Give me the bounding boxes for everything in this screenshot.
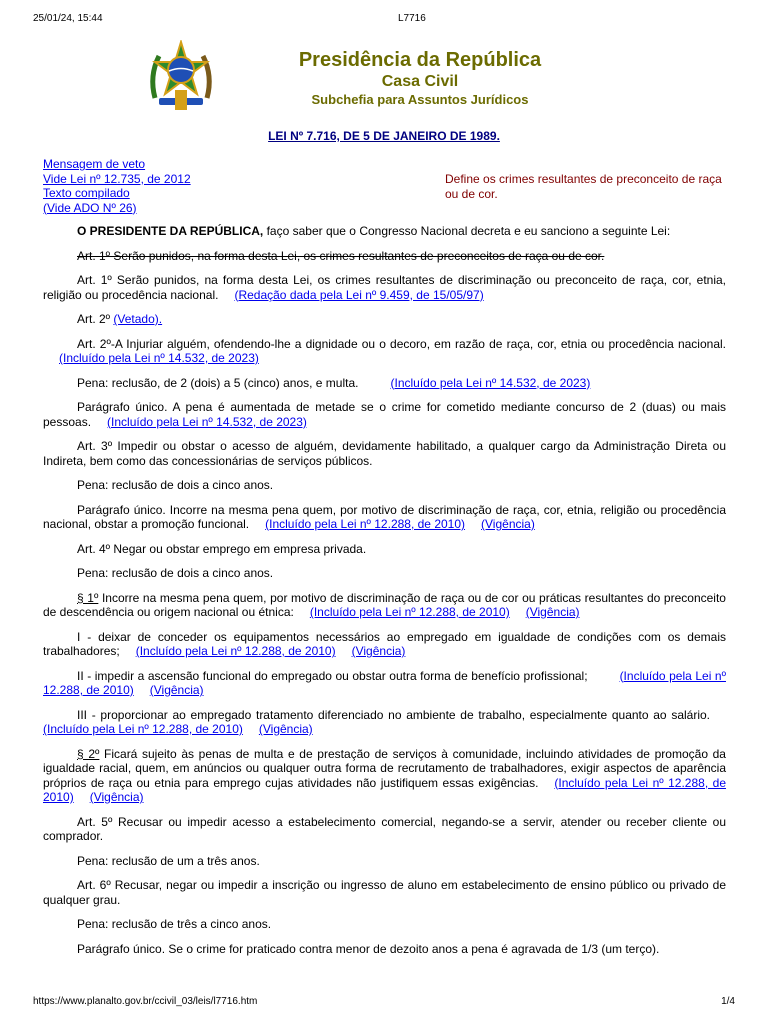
inc3-amend-link[interactable]: (Incluído pela Lei nº 12.288, de 2010) bbox=[43, 722, 243, 736]
intro-paragraph bbox=[43, 224, 726, 239]
art4: Art. 4º Negar ou obstar emprego em empresa privada. bbox=[77, 541, 367, 556]
inc2 bbox=[43, 669, 726, 698]
masthead bbox=[230, 48, 610, 109]
inc1-text: I - deixar de conceder os equipamentos necessários ao empregado em igualdade de condições com os demais trabalhadores; bbox=[43, 629, 726, 658]
link-vide-ado[interactable]: (Vide ADO Nº 26) bbox=[43, 200, 137, 215]
link-vide-lei[interactable]: Vide Lei nº 12.735, de 2012 bbox=[43, 171, 191, 186]
pena4: Pena: reclusão de dois a cinco anos. bbox=[77, 566, 274, 580]
masthead-subchefia: Subchefia para Assuntos Jurídicos bbox=[311, 92, 529, 107]
par2a bbox=[43, 400, 726, 429]
s1 bbox=[43, 591, 726, 620]
inc1-amend-link[interactable]: (Incluído pela Lei nº 12.288, de 2010) bbox=[135, 644, 336, 658]
par3-vigencia-link[interactable]: (Vigência) bbox=[481, 517, 535, 531]
link-texto-compilado[interactable]: Texto compilado bbox=[43, 186, 130, 200]
s1-vigencia-link[interactable]: (Vigência) bbox=[525, 605, 580, 619]
s2 bbox=[43, 747, 726, 805]
brazil-coat-of-arms-icon bbox=[145, 40, 217, 118]
s2-mark: § 2º bbox=[77, 746, 100, 761]
par3-amend-link[interactable]: (Incluído pela Lei nº 12.288, de 2010) bbox=[265, 517, 466, 531]
art2a-amend-link[interactable]: (Incluído pela Lei nº 14.532, de 2023) bbox=[59, 351, 259, 365]
inc3-text: III - proporcionar ao empregado tratamento diferenciado no ambiente de trabalho, especialmente quanto ao salário. bbox=[77, 707, 710, 722]
art6: Art. 6º Recusar, negar ou impedir a inscrição ou ingresso de aluno em estabelecimento de ensino público ou privado de qualquer grau. bbox=[43, 878, 726, 907]
art5: Art. 5º Recusar ou impedir acesso a estabelecimento comercial, negando-se a servir, atender ou receber cliente ou comprador. bbox=[43, 814, 726, 843]
art1-text: Art. 1º Serão punidos, na forma desta Lei, os crimes resultantes de discriminação ou preconceito de raça, cor, etnia, religião ou procedência nacional. bbox=[43, 273, 726, 302]
pena2a-text: Pena: reclusão, de 2 (dois) a 5 (cinco) anos, e multa. bbox=[77, 375, 359, 390]
art3: Art. 3º Impedir ou obstar o acesso de alguém, devidamente habilitado, a qualquer cargo da Administração Direta ou Indireta, bem como das concessionárias de serviços públicos. bbox=[43, 439, 726, 468]
par3 bbox=[43, 503, 726, 532]
par2a-text: Parágrafo único. A pena é aumentada de metade se o crime for cometido mediante concurso de 2 (duas) ou mais pessoas. bbox=[43, 400, 726, 429]
inc2-vigencia-link[interactable]: (Vigência) bbox=[149, 683, 204, 697]
print-doc-label: L7716 bbox=[398, 13, 426, 24]
art2a-text: Art. 2º-A Injuriar alguém, ofendendo-lhe a dignidade ou o decoro, em razão de raça, cor, etnia ou procedência nacional. bbox=[77, 336, 726, 351]
print-footer bbox=[0, 996, 768, 1010]
s1-text: Incorre na mesma pena quem, por motivo de discriminação de raça ou de cor ou práticas resultantes do preconceito de descendência ou origem nacional ou étnica: bbox=[43, 590, 726, 619]
pena3: Pena: reclusão de dois a cinco anos. bbox=[77, 478, 274, 492]
pena5: Pena: reclusão de um a três anos. bbox=[77, 853, 260, 868]
art1-revoked: Art. 1º Serão punidos, na forma desta Lei, os crimes resultantes de preconceitos de raça ou de cor. bbox=[77, 248, 605, 263]
par2a-amend-link[interactable]: (Incluído pela Lei nº 14.532, de 2023) bbox=[107, 414, 307, 429]
link-mensagem-veto[interactable]: Mensagem de veto bbox=[43, 157, 146, 171]
s1-amend-link[interactable]: (Incluído pela Lei nº 12.288, de 2010) bbox=[309, 605, 510, 619]
print-url: https://www.planalto.gov.br/ccivil_03/leis/l7716.htm bbox=[33, 996, 258, 1007]
print-header bbox=[0, 13, 768, 27]
side-links bbox=[43, 157, 191, 215]
law-body bbox=[43, 224, 726, 966]
intro-bold: O PRESIDENTE DA REPÚBLICA, bbox=[77, 224, 264, 238]
inc3 bbox=[43, 708, 726, 737]
s2-amend-link[interactable]: (Incluído pela Lei nº 12.288, de 2010) bbox=[43, 775, 726, 804]
art2a bbox=[43, 337, 726, 366]
masthead-casa-civil: Casa Civil bbox=[381, 73, 459, 90]
art2-vetado-link[interactable]: (Vetado). bbox=[113, 312, 163, 326]
art1 bbox=[43, 273, 726, 302]
par6: Parágrafo único. Se o crime for praticado contra menor de dezoito anos a pena é agravada de 1/3 (um terço). bbox=[77, 941, 660, 956]
print-page-number: 1/4 bbox=[721, 996, 735, 1007]
s2-vigencia-link[interactable]: (Vigência) bbox=[89, 790, 144, 804]
print-datetime: 25/01/24, 15:44 bbox=[33, 13, 103, 24]
intro-text: faço saber que o Congresso Nacional decreta e eu sanciono a seguinte Lei: bbox=[263, 224, 671, 238]
s2-text: Ficará sujeito às penas de multa e de prestação de serviços à comunidade, incluindo atividades de promoção da igualdade racial, quem, em anúncios ou qualquer outra forma de recrutamento de trabalhadores, exigir aspectos de aparência próprios de raça ou etnia para emprego cujas atividades não justifiquem essas exigências. bbox=[43, 746, 726, 790]
inc1 bbox=[43, 630, 726, 659]
inc3-vigencia-link[interactable]: (Vigência) bbox=[258, 722, 313, 736]
inc2-amend-link[interactable]: (Incluído pela Lei nº 12.288, de 2010) bbox=[43, 668, 726, 697]
inc1-vigencia-link[interactable]: (Vigência) bbox=[351, 644, 406, 658]
masthead-presidency: Presidência da República bbox=[298, 49, 542, 71]
ementa: Define os crimes resultantes de preconceito de raça ou de cor. bbox=[445, 172, 722, 201]
par3-text: Parágrafo único. Incorre na mesma pena quem, por motivo de discriminação de raça, cor, etnia, religião ou procedência nacional, obstar a promoção funcional. bbox=[43, 502, 726, 531]
art2 bbox=[43, 312, 726, 327]
inc2-text: II - impedir a ascensão funcional do empregado ou obstar outra forma de benefício profissional; bbox=[77, 668, 588, 683]
pena2a bbox=[43, 376, 726, 391]
s1-mark: § 1º bbox=[77, 590, 99, 605]
law-title[interactable]: LEI Nº 7.716, DE 5 DE JANEIRO DE 1989. bbox=[268, 129, 500, 143]
art2-text: Art. 2º bbox=[77, 312, 114, 326]
pena6: Pena: reclusão de três a cinco anos. bbox=[77, 917, 272, 931]
pena2a-amend-link[interactable]: (Incluído pela Lei nº 14.532, de 2023) bbox=[390, 375, 591, 390]
art1-amend-link[interactable]: (Redação dada pela Lei nº 9.459, de 15/05/97) bbox=[234, 287, 484, 302]
